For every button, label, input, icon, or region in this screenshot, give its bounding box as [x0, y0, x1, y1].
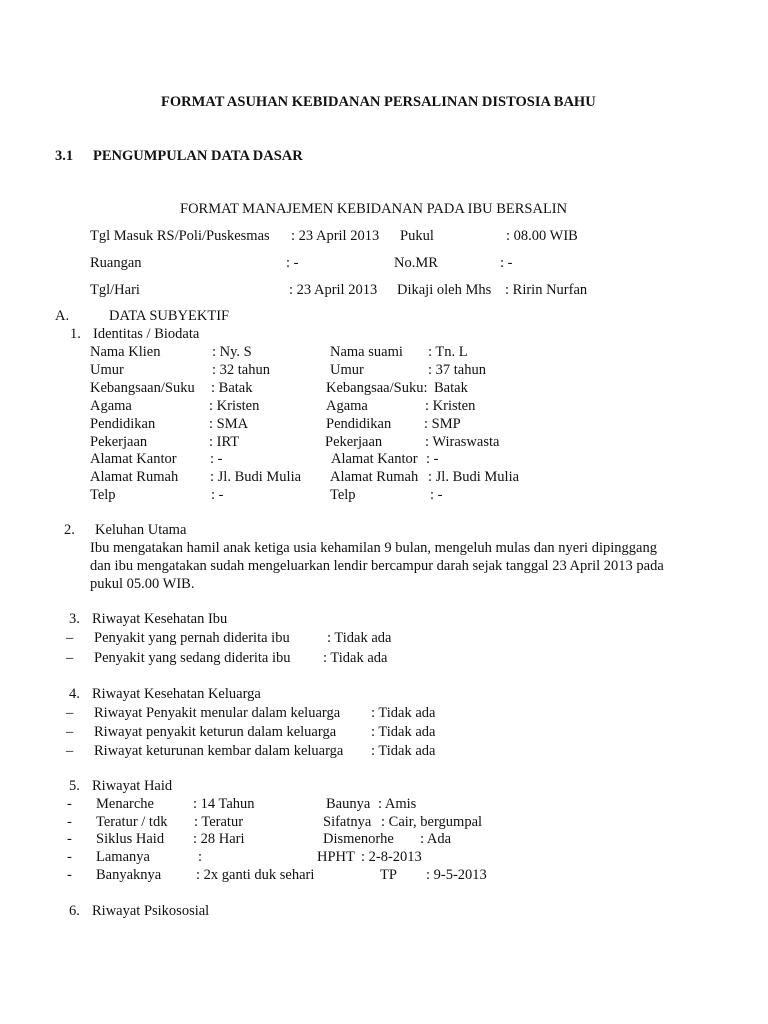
riwayat-ibu-label: Penyakit yang pernah diderita ibu: [94, 630, 290, 646]
identitas-value-klien: : 32 tahun: [212, 362, 270, 378]
identitas-label-klien: Umur: [90, 362, 124, 378]
haid-value-left: : 28 Hari: [193, 831, 245, 847]
identitas-label-klien: Nama Klien: [90, 344, 161, 360]
identitas-label-klien: Telp: [90, 487, 116, 503]
tglhari-value: : 23 April 2013: [289, 282, 378, 298]
haid-label-left: Menarche: [96, 796, 154, 812]
haid-label-right: Baunya: [326, 796, 371, 812]
riwayat-ibu-number: 3.: [69, 611, 80, 627]
haid-label-left: Teratur / tdk: [96, 814, 168, 830]
list-bullet: -: [67, 849, 72, 865]
identitas-value-klien: : -: [211, 487, 224, 503]
tglhari-label: Tgl/Hari: [90, 282, 140, 298]
identitas-heading: Identitas / Biodata: [93, 326, 200, 342]
haid-value-left: :: [198, 849, 203, 865]
ruangan-label: Ruangan: [90, 255, 142, 271]
haid-value-right: : Cair, bergumpal: [381, 814, 483, 830]
identitas-value-suami: : Tn. L: [428, 344, 468, 360]
identitas-label-klien: Pendidikan: [90, 416, 156, 432]
identitas-label-suami: Alamat Kantor: [331, 451, 418, 467]
document-title: FORMAT ASUHAN KEBIDANAN PERSALINAN DISTOSIA BAHU: [161, 94, 596, 110]
section-a-letter: A.: [55, 308, 70, 324]
identitas-value-suami: : -: [430, 487, 443, 503]
haid-value-left: : Teratur: [194, 814, 244, 830]
identitas-value-suami: : Wiraswasta: [425, 434, 500, 450]
section-heading: PENGUMPULAN DATA DASAR: [93, 148, 303, 164]
section-a-heading: DATA SUBYEKTIF: [109, 308, 230, 324]
haid-label-right: Sifatnya: [323, 814, 372, 830]
identitas-value-suami: : Kristen: [425, 398, 476, 414]
dikaji-value: : Ririn Nurfan: [505, 282, 588, 298]
haid-label-right: HPHT: [317, 849, 355, 865]
list-bullet: -: [67, 867, 72, 883]
riwayat-haid-heading: Riwayat Haid: [92, 778, 173, 794]
riwayat-keluarga-label: Riwayat Penyakit menular dalam keluarga: [94, 705, 341, 721]
keluhan-line: pukul 05.00 WIB.: [90, 576, 195, 592]
list-bullet: –: [66, 705, 74, 721]
haid-value-left: : 14 Tahun: [193, 796, 255, 812]
riwayat-ibu-heading: Riwayat Kesehatan Ibu: [92, 611, 228, 627]
riwayat-ibu-label: Penyakit yang sedang diderita ibu: [94, 650, 291, 666]
identitas-value-suami: Batak: [434, 380, 468, 396]
list-bullet: –: [66, 743, 74, 759]
haid-label-left: Lamanya: [96, 849, 150, 865]
form-subtitle: FORMAT MANAJEMEN KEBIDANAN PADA IBU BERSALIN: [180, 201, 568, 217]
identitas-value-klien: : Jl. Budi Mulia: [210, 469, 302, 485]
haid-label-right: TP: [380, 867, 397, 883]
ruangan-value: : -: [286, 255, 299, 271]
riwayat-keluarga-value: : Tidak ada: [371, 743, 436, 759]
riwayat-ibu-value: : Tidak ada: [323, 650, 388, 666]
identitas-value-klien: : SMA: [209, 416, 249, 432]
identitas-number: 1.: [70, 326, 81, 342]
identitas-value-suami: : -: [426, 451, 439, 467]
identitas-label-klien: Alamat Rumah: [90, 469, 179, 485]
haid-label-right: Dismenorhe: [323, 831, 394, 847]
keluhan-heading: Keluhan Utama: [95, 522, 187, 538]
list-bullet: -: [67, 831, 72, 847]
identitas-label-suami: Telp: [330, 487, 356, 503]
identitas-value-klien: : IRT: [209, 434, 240, 450]
tgl-masuk-value: : 23 April 2013: [291, 228, 380, 244]
riwayat-keluarga-number: 4.: [69, 686, 80, 702]
haid-value-left: : 2x ganti duk sehari: [196, 867, 315, 883]
haid-label-left: Banyaknya: [96, 867, 162, 883]
tgl-masuk-label: Tgl Masuk RS/Poli/Puskesmas: [90, 228, 270, 244]
identitas-label-klien: Agama: [90, 398, 132, 414]
list-bullet: -: [67, 796, 72, 812]
keluhan-line: dan ibu mengatakan sudah mengeluarkan lendir bercampur darah sejak tanggal 23 April 2013 pada: [90, 558, 664, 574]
haid-value-right: : 2-8-2013: [361, 849, 422, 865]
list-bullet: -: [67, 814, 72, 830]
keluhan-line: Ibu mengatakan hamil anak ketiga usia kehamilan 9 bulan, mengeluh mulas dan nyeri dipinggang: [90, 540, 657, 556]
identitas-label-suami: Alamat Rumah: [330, 469, 419, 485]
identitas-label-suami: Agama: [326, 398, 368, 414]
keluhan-number: 2.: [64, 522, 75, 538]
identitas-label-suami: Umur: [330, 362, 364, 378]
riwayat-keluarga-label: Riwayat keturunan kembar dalam keluarga: [94, 743, 344, 759]
identitas-label-suami: Kebangsaa/Suku:: [326, 380, 428, 396]
list-bullet: –: [66, 650, 74, 666]
riwayat-keluarga-heading: Riwayat Kesehatan Keluarga: [92, 686, 261, 702]
nomr-value: : -: [500, 255, 513, 271]
list-bullet: –: [66, 630, 74, 646]
haid-value-right: : Amis: [378, 796, 417, 812]
dikaji-label: Dikaji oleh Mhs: [397, 282, 492, 298]
identitas-value-suami: : SMP: [424, 416, 461, 432]
pukul-label: Pukul: [400, 228, 434, 244]
riwayat-keluarga-label: Riwayat penyakit keturun dalam keluarga: [94, 724, 337, 740]
identitas-label-klien: Pekerjaan: [90, 434, 148, 450]
riwayat-ibu-value: : Tidak ada: [327, 630, 392, 646]
identitas-label-klien: Alamat Kantor: [90, 451, 177, 467]
riwayat-keluarga-value: : Tidak ada: [371, 705, 436, 721]
psikososial-heading: Riwayat Psikososial: [92, 903, 210, 919]
psikososial-number: 6.: [69, 903, 80, 919]
haid-value-right: : 9-5-2013: [426, 867, 487, 883]
haid-value-right: : Ada: [420, 831, 452, 847]
riwayat-haid-number: 5.: [69, 778, 80, 794]
identitas-value-klien: : Kristen: [209, 398, 260, 414]
identitas-label-suami: Pekerjaan: [325, 434, 383, 450]
nomr-label: No.MR: [394, 255, 438, 271]
identitas-label-suami: Nama suami: [330, 344, 403, 360]
section-number: 3.1: [55, 148, 74, 164]
identitas-label-klien: Kebangsaan/Suku: [90, 380, 195, 396]
haid-label-left: Siklus Haid: [96, 831, 165, 847]
identitas-label-suami: Pendidikan: [326, 416, 392, 432]
identitas-value-suami: : Jl. Budi Mulia: [428, 469, 520, 485]
pukul-value: : 08.00 WIB: [506, 228, 578, 244]
identitas-value-klien: : Batak: [211, 380, 253, 396]
identitas-value-suami: : 37 tahun: [428, 362, 486, 378]
identitas-value-klien: : Ny. S: [212, 344, 252, 360]
identitas-value-klien: : -: [210, 451, 223, 467]
list-bullet: –: [66, 724, 74, 740]
riwayat-keluarga-value: : Tidak ada: [371, 724, 436, 740]
